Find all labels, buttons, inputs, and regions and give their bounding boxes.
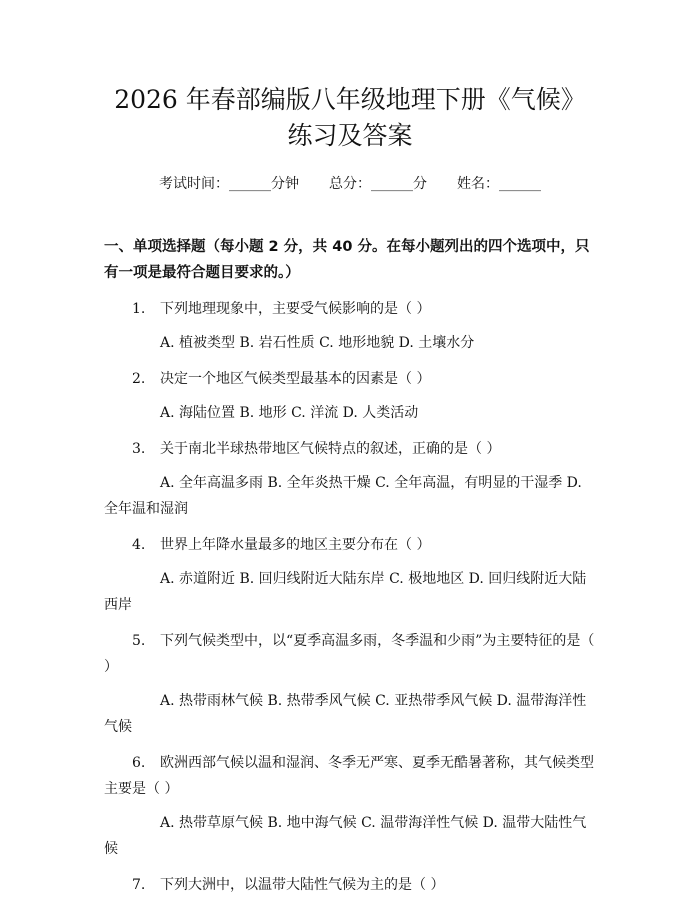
section-heading: 一、单项选择题（每小题 2 分，共 40 分。在每小题列出的四个选项中，只有一项是最符合题目要求的。） xyxy=(104,239,590,281)
exam-info xyxy=(104,174,596,194)
question-text: 关于南北半球热带地区气候特点的叙述，正确的是（ ） xyxy=(160,441,501,457)
name-label: 姓名：______ xyxy=(457,176,541,192)
question-text: 世界上年降水量最多的地区主要分布在（ ） xyxy=(160,537,431,553)
question-stem xyxy=(104,628,596,680)
question-text: 下列地理现象中，主要受气候影响的是（ ） xyxy=(160,301,431,317)
question-number: 4. xyxy=(132,537,146,553)
question-options: A. 赤道附近 B. 回归线附近大陆东岸 C. 极地地区 D. 回归线附近大陆西岸 xyxy=(104,571,587,613)
question-number: 7. xyxy=(132,877,146,893)
question-stem xyxy=(104,750,596,802)
question-text: 决定一个地区气候类型最基本的因素是（ ） xyxy=(160,371,431,387)
question-stem xyxy=(104,296,596,322)
question-stem xyxy=(104,532,596,558)
question-stem xyxy=(104,872,596,898)
question-options: A. 热带草原气候 B. 地中海气候 C. 温带海洋性气候 D. 温带大陆性气候 xyxy=(104,815,587,857)
question-number: 3. xyxy=(132,441,146,457)
question-options: A. 热带雨林气候 B. 热带季风气候 C. 亚热带季风气候 D. 温带海洋性气候 xyxy=(104,693,587,735)
question-7 xyxy=(104,872,596,898)
question-3 xyxy=(104,436,596,522)
question-text: 下列气候类型中，以“夏季高温多雨，冬季温和少雨”为主要特征的是（ ） xyxy=(104,633,595,675)
question-number: 5. xyxy=(132,633,146,649)
question-stem xyxy=(104,436,596,462)
question-number: 2. xyxy=(132,371,146,387)
question-5 xyxy=(104,628,596,740)
question-stem xyxy=(104,366,596,392)
question-2 xyxy=(104,366,596,426)
question-text: 下列大洲中，以温带大陆性气候为主的是（ ） xyxy=(160,877,445,893)
question-text: 欧洲西部气候以温和湿润、冬季无严寒、夏季无酷暑著称，其气候类型主要是（ ） xyxy=(104,755,594,797)
question-options: A. 植被类型 B. 岩石性质 C. 地形地貌 D. 土壤水分 xyxy=(160,335,475,351)
exam-time-label: 考试时间：______分钟 xyxy=(159,176,299,192)
question-number: 1. xyxy=(132,301,146,317)
question-6 xyxy=(104,750,596,862)
question-number: 6. xyxy=(132,755,146,771)
question-4 xyxy=(104,532,596,618)
question-options: A. 海陆位置 B. 地形 C. 洋流 D. 人类活动 xyxy=(160,405,419,421)
question-1 xyxy=(104,296,596,356)
document-title: 2026 年春部编版八年级地理下册《气候》练习及答案 xyxy=(114,85,586,150)
question-options: A. 全年高温多雨 B. 全年炎热干燥 C. 全年高温，有明显的干湿季 D. 全年温和湿润 xyxy=(104,475,582,517)
total-score-label: 总分：______分 xyxy=(329,176,427,192)
